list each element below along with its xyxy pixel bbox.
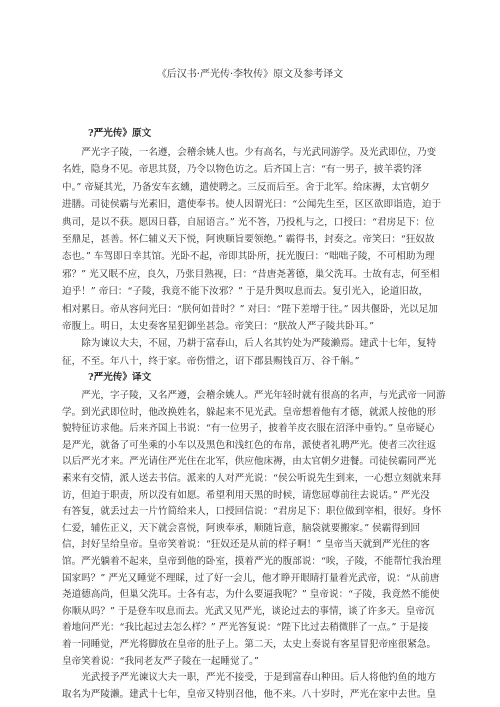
- original-line: 邪？” 光又眠不应，良久，乃张目熟视，曰：“昔唐尧著德，巢父洗耳。士故有志，何至相: [62, 268, 440, 280]
- original-line: 迫乎！” 帝曰：“子陵，我竟不能下汝邪？” 于是升舆叹息而去。复引光入，论道旧故，: [62, 286, 429, 298]
- original-line: 相对累日。帝从容问光曰：“朕何如昔时？” 对曰：“陛下差增于往。” 因共偃卧，光以足加: [62, 303, 438, 315]
- original-line: 进膳。司徒侯霸与光素旧，遣使奉书。使人因谓光曰：“公闻先生至，区区欲即诣造，迫于: [62, 199, 442, 211]
- translation-line: 严光，字子陵，又名严遵，会稽余姚人。严光年轻时就有很高的名声，与光武帝一同游: [81, 390, 446, 401]
- translation-line: 仁爱，辅佐正义，天下就会喜悦，阿谀奉承，顺随旨意，脑袋就要搬家。” 侯霸得到回: [62, 522, 421, 534]
- translation-line: 着一同睡觉，严光将脚放在皇帝的肚子上。第二天，太史上奏说有客星冒犯帝座很紧急。: [62, 638, 437, 650]
- translation-line: 馆。严光躺着不起来，皇帝到他的卧室，摸着严光的腹部说：“唉，子陵，不能帮忙我治理: [62, 555, 442, 567]
- original-line: 至鼎足，甚善。怀仁辅义天下悦，阿谀顺旨要领绝。” 霸得书，封奏之。帝笑曰：“狂奴故: [62, 233, 435, 245]
- translation-line: 以后严光才来。严光请住严光住在北军，供应他床褥，由太官朝夕进餐。司徒侯霸同严光: [62, 456, 437, 468]
- section-heading-original: ?严光传》原文: [88, 128, 152, 139]
- translation-line: 访，但迫于职责，所以没有如愿。希望利用天黑的时候，请您屈尊前往去说话。” 严光没: [62, 489, 430, 501]
- original-line: 除为谏议大夫，不屈，乃耕于富春山，后人名其钓处为严陵濑焉。建武十七年，复特: [81, 338, 437, 350]
- original-line: 严光字子陵，一名遵，会稽余姚人也。少有高名，与光武同游学。及光武即位，乃变: [81, 147, 437, 158]
- translation-line: 尧道德高尚，但巢父洗耳。士各有志，为什么要逼我呢？” 皇帝说：“子陵，我竟然不能使: [62, 589, 440, 601]
- translation-line: 你顺从吗？” 于是登车叹息而去。光武又见严光，谈论过去的事情，谈了许多天。皇帝沉: [62, 605, 435, 617]
- translation-line: 皇帝笑着说：“我同老友严子陵在一起睡觉了。”: [62, 655, 259, 667]
- translation-paragraph: [62, 670, 462, 703]
- document-title: 《后汉书·严光传·李牧传》原文及参考译文: [156, 69, 344, 80]
- translation-line: 貌特征访求他。后来齐国上书说：“有一位男子，披着羊皮衣服在沼泽中垂钓。” 皇帝疑心: [62, 423, 435, 435]
- translation-text-section: [62, 388, 462, 703]
- original-paragraph: [62, 144, 462, 335]
- translation-line: 有答复，就丢过去一片竹简给来人，口授回信说：“君房足下：职位做到宰相，很好。身怀: [62, 506, 442, 518]
- original-line: 名姓，隐身不见。帝思其贤，乃令以物色访之。后齐国上言：“有一男子，披羊裘钓泽: [62, 164, 422, 176]
- translation-line: 素来有交情，派人送去书信。派来的人对严光说：“侯公听说先生到来，一心想立刻就来拜: [62, 472, 442, 484]
- translation-line: 学。到光武即位时，他改换姓名，躲起来不见光武。皇帝想着他有才德，就派人按他的形: [62, 406, 437, 418]
- original-paragraph: [62, 335, 462, 370]
- original-line: 征，不至。年八十，终于家。帝伤惜之，诏下郡县赐钱百万、谷千斛。”: [62, 355, 360, 367]
- translation-line: 光武授予严光谏议大夫一职，严光不接受，于是到富春山种田。后人将他钓鱼的地方: [81, 672, 437, 684]
- original-text-section: [62, 144, 462, 370]
- original-line: 典司，是以不获。愿因日暮，自屈语言。” 光不答，乃投札与之，口授曰：“君房足下：位: [62, 216, 435, 228]
- original-line: 中。” 帝疑其光，乃备安车玄纁，遣使聘之。三反而后至。舍于北军。给床褥，太官朝夕: [62, 181, 430, 193]
- translation-line: 是严光，就备了可坐乘的小车以及黑色和浅红色的布帛，派使者礼聘严光。使者三次往返: [62, 439, 437, 451]
- section-heading-translation: ?严光传》译文: [88, 372, 152, 383]
- translation-line: 取名为严陵濑。建武十七年，皇帝又特别召他，他不来。八十岁时，严光在家中去世。皇: [62, 688, 437, 700]
- translation-line: 着地问严光：“我比起过去怎么样？” 严光答复说：“陛下比过去稍微胖了一点。” 于是接: [62, 622, 429, 634]
- original-line: 帝腹上。明日，太史奏客星犯御坐甚急。帝笑曰：“朕故人严子陵共卧耳。”: [62, 320, 375, 332]
- translation-paragraph: [62, 388, 462, 670]
- translation-line: 国家吗？” 严光又睡觉不理睬，过了好一会儿，他才睁开眼睛打量着光武帝，说：“从前唐: [62, 572, 440, 584]
- translation-line: 信，封好呈给皇帝。皇帝笑着说：“狂奴还是从前的样子啊！” 皇帝当天就到严光住的客: [62, 539, 430, 551]
- original-line: 态也。” 车驾即日幸其馆。光卧不起，帝即其卧所，抚光腹曰：“咄咄子陵，不可相助为理: [62, 251, 435, 263]
